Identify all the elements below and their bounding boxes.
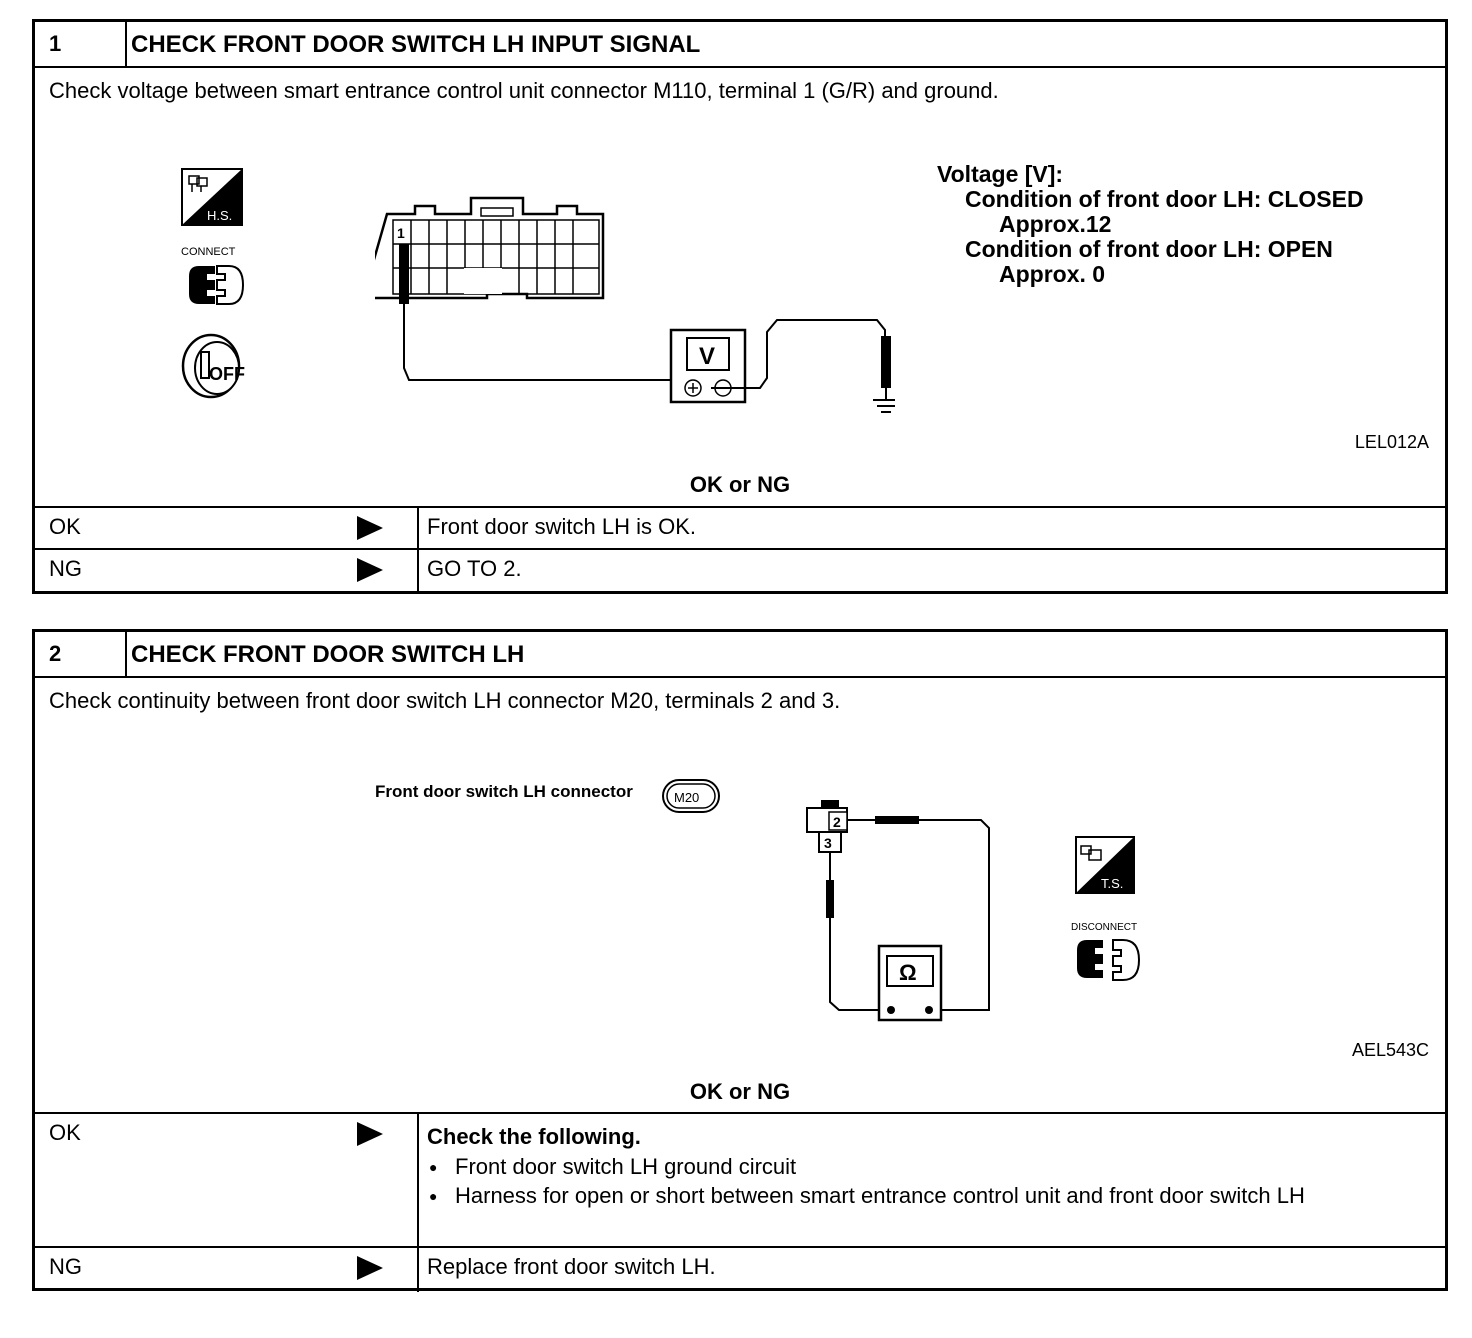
row-divider [417,550,419,594]
result-label: OK [49,1120,81,1145]
result-text: GO TO 2. [427,556,522,581]
disconnect-icon-label: DISCONNECT [1071,922,1138,933]
result-row-ng [35,548,1445,594]
check-heading: Check the following. [427,1124,641,1149]
result-text [427,1122,1425,1210]
step-title: CHECK FRONT DOOR SWITCH LH INPUT SIGNAL [131,31,701,58]
ok-or-ng-label: OK or NG [689,1079,791,1104]
ohmmeter-label: Ω [899,960,917,985]
result-label: OK [49,514,81,539]
step-1-box [32,19,1448,594]
voltage-check-diagram [375,192,895,422]
result-row-ok [35,1112,1445,1248]
connector-badge-label: M20 [674,790,700,805]
step-number: 2 [35,632,127,676]
result-text: Replace front door switch LH. [427,1254,716,1279]
terminal-1-label: 1 [397,225,405,241]
spec-value-closed: Approx.12 [999,211,1112,237]
figure-id: LEL012A [1354,432,1429,452]
check-item: ● Harness for open or short between smart entrance control unit and front door switch LH [427,1182,1425,1210]
continuity-check-diagram [795,796,1015,1028]
result-row-ng [35,1246,1445,1292]
harness-side-icon [181,168,245,228]
terminal-3-label: 3 [824,835,832,851]
row-divider [417,1248,419,1292]
voltmeter-label: V [699,343,716,370]
step-2-box [32,629,1448,1291]
connect-icon-label: CONNECT [181,246,236,258]
result-label: NG [49,1254,82,1279]
result-text: Front door switch LH is OK. [427,514,696,539]
harness-side-label: H.S. [207,208,233,223]
result-row-ok [35,506,1445,550]
arrow-right-icon [357,516,383,540]
connect-icon [185,260,247,310]
step-2-header [35,632,1445,678]
row-divider [417,1114,419,1248]
ignition-off-label: OFF [209,364,245,384]
spec-heading: Voltage [V]: [937,161,1064,187]
figure-id: AEL543C [1351,1040,1429,1060]
connector-badge [661,778,721,814]
spec-value-open: Approx. 0 [999,261,1106,287]
spec-condition-open: Condition of front door LH: OPEN [965,236,1333,262]
disconnect-icon [1073,934,1145,988]
spec-condition-closed: Condition of front door LH: CLOSED [965,186,1364,212]
terminal-2-label: 2 [833,814,841,830]
ignition-off-icon [179,332,249,400]
step-instruction: Check voltage between smart entrance control unit connector M110, terminal 1 (G/R) and ground. [49,78,999,103]
step-1-header [35,22,1445,68]
arrow-right-icon [357,558,383,582]
arrow-right-icon [357,1256,383,1280]
row-divider [417,508,419,550]
check-item: ● Front door switch LH ground circuit [427,1152,1425,1182]
terminal-side-label: T.S. [1101,876,1124,891]
arrow-right-icon [357,1122,383,1146]
terminal-side-icon [1075,836,1139,898]
step-title: CHECK FRONT DOOR SWITCH LH [131,641,525,668]
connector-label: Front door switch LH connector [375,782,633,801]
step-number: 1 [35,22,127,66]
voltage-spec [937,162,1364,287]
result-label: NG [49,556,82,581]
step-instruction: Check continuity between front door switch LH connector M20, terminals 2 and 3. [49,688,841,713]
ok-or-ng-label: OK or NG [689,472,791,497]
